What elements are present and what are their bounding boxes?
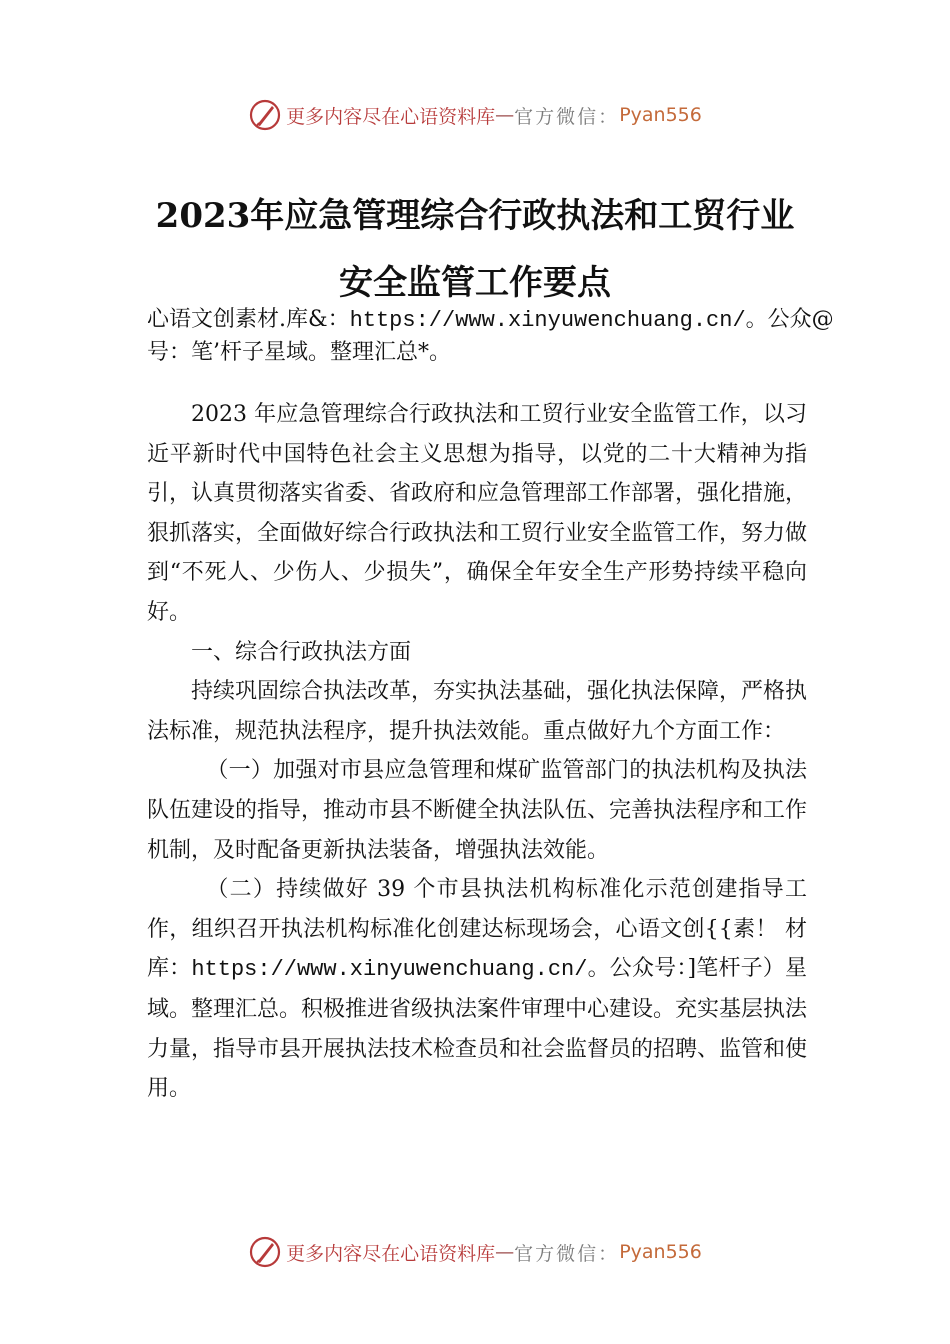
banner-wechat-label: 官方微信：	[514, 105, 620, 128]
item-2-text-part-2: 。公众号：]笔杆子）星域。整理汇总。积极推进省级执法案件审理中心建设。充实基层执法力量，指导市县开展执法技术检查员和社会监督员的招聘、监管和使用。	[147, 956, 808, 1102]
banner-wechat-id: Pyan556	[619, 104, 702, 126]
item-2-paragraph	[147, 870, 807, 1109]
source-url: https://www.xinyuwenchuang.cn/	[349, 308, 746, 333]
source-prefix: 心语文创素材.库&：	[147, 307, 350, 332]
document-title-line-1: 2023年应急管理综合行政执法和工贸行业	[155, 196, 795, 236]
source-suffix: 。公众@号：笔’杆子星域。整理汇总*。	[147, 307, 834, 365]
quill-logo-icon	[248, 1235, 282, 1269]
banner-library-text: 更多内容尽在心语资料库	[286, 1242, 496, 1265]
intro-paragraph: 2023 年应急管理综合行政执法和工贸行业安全监管工作，以习近平新时代中国特色社会主义思想为指导，以党的二十大精神为指引，认真贯彻落实省委、省政府和应急管理部工作部署，强化措施，狠抓落实，全面做好综合行政执法和工贸行业安全监管工作，努力做到“不死人、少伤人、少损失”，确保全年安全生产形势持续平稳向好。	[147, 402, 808, 625]
footer-banner	[0, 1232, 950, 1272]
banner-wechat-id: Pyan556	[619, 1241, 702, 1263]
item-1-paragraph: （一）加强对市县应急管理和煤矿监管部门的执法机构及执法队伍建设的指导，推动市县不断健全执法队伍、完善执法程序和工作机制，及时配备更新执法装备，增强执法效能。	[147, 758, 808, 863]
section-heading: 一、综合行政执法方面	[191, 639, 412, 665]
quill-logo-icon	[248, 98, 282, 132]
item-2-url: https://www.xinyuwenchuang.cn/	[191, 957, 588, 983]
banner-separator: —	[495, 1241, 515, 1263]
banner-separator: —	[495, 104, 515, 126]
document-body	[147, 395, 807, 1109]
item-2-text-part-1: （二）持续做好 39 个市县执法机构标准化示范创建指导工作，组织召开执法机构标准化创建达标现场会，心语文创{{素！ 材库：	[147, 877, 807, 982]
header-banner	[0, 95, 950, 135]
document-title-line-2: 安全监管工作要点	[339, 263, 611, 303]
source-note	[147, 304, 847, 369]
banner-wechat-label: 官方微信：	[514, 1242, 620, 1265]
section-intro-paragraph: 持续巩固综合执法改革，夯实执法基础，强化执法保障，严格执法标准，规范执法程序，提升执法效能。重点做好九个方面工作：	[147, 679, 808, 744]
banner-library-text: 更多内容尽在心语资料库	[286, 105, 496, 128]
